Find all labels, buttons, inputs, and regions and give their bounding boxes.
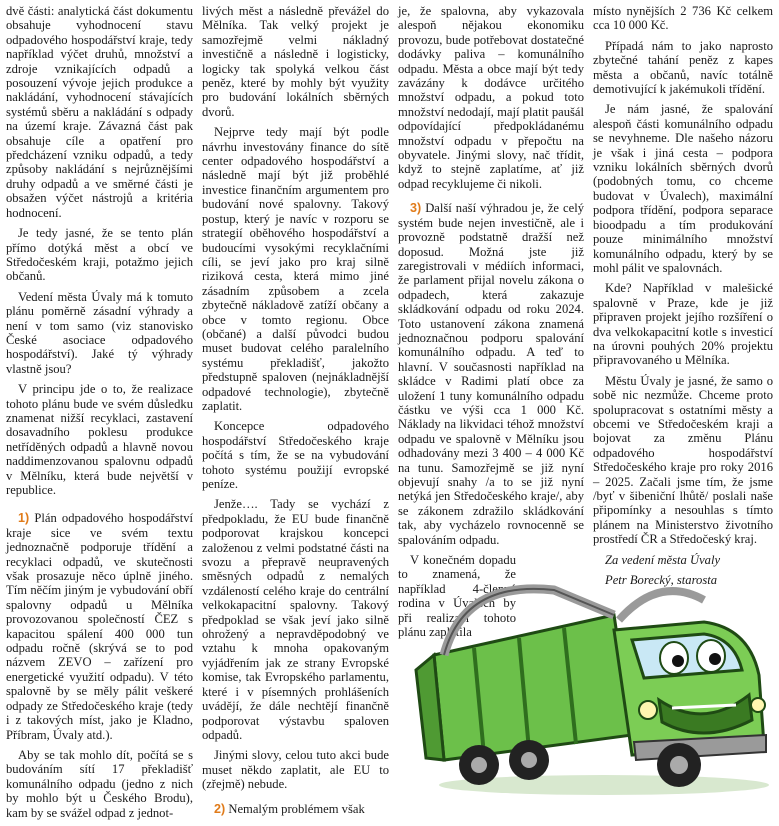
paragraph: Aby se tak mohlo dít, počítá se s budováním sítí 17 překladišť komunálního odpadu (jedno z nich by mohlo být u Českého Brodu), kam by se svážel odpad z jednot- <box>6 747 193 820</box>
paragraph: V konečném dopadu to znamená, že například 4-členná rodina v Úvalech by při realizaci tohoto plánu zaplatila <box>398 553 516 640</box>
column-1 <box>6 4 193 826</box>
garbage-truck-illustration <box>404 560 777 800</box>
item-3-number: 3) <box>410 201 422 216</box>
item-1-paragraph <box>6 511 193 742</box>
paragraph: Jinými slovy, celou tuto akci bude muset někdo zaplatit, ale EU to (zřejmě) nebude. <box>202 748 389 792</box>
item-3-text: Další naší výhradou je, že celý systém bude nejen investičně, ale i provozně podstatně dražší než doposud. Možná jste již zaregistrovali v médiích informaci, že parlament přijal novelu zákona o odpadech, která zakazuje skládkování odpadu od roku 2024. Toto ustanovení zákona znamená jednoznačnou podporu spalování komunálního odpadu. A teď to hlavní. V současnosti například na skládce v Radimi platí obce za uložení 1 tuny komunálního odpadu částku ve výši cca 1 000 Kč. Náklady na likvidaci téhož množství odpadu ve spalovně v Mělníku jsou odhadovány mezi 3 400 – 4 000 Kč na tunu. Samozřejmě se již nyní objevují snahy /a to se již nyní netýká jen Středočeského kraje/, aby se zákonem zdražilo skládkování tak, aby vycházelo rovnocenně se spalováním odpadu. <box>398 201 584 547</box>
item-2-text: Nemalým problémem však <box>228 801 365 816</box>
item-1-text: Plán odpadového hospodářství kraje sice ve svém textu jednoznačně podporuje třídění a recyklaci odpadů, ve skutečnosti však prosazuje něco úplně jiného. Tím něčím jiným je vybudování obří spalovny odpadů u Mělníka provozovanou společností ČEZ s kapacitou spálení 400 000 tun odpadu ročně (skrývá se to pod názvem ZEVO – zařízení pro energetické využití odpadu). V této spalovně by se měly pálit veškeré odpady ze Středočeského kraje (tedy i z takových míst, jako je Kladno, Příbram, Úvaly atd.). <box>6 511 194 742</box>
signature-line-2: Petr Borecký, starosta <box>605 573 718 588</box>
paragraph: Kde? Například v malešické spalovně v Praze, kde je již připraven projekt jejího rozšíření o dva velkokapacitní kotle s investicí na úrovni pouhých 20% projektu připravovaného u Mělníka. <box>593 281 773 368</box>
paragraph: Případá nám to jako naprosto zbytečné tahání peněz z kapes města a občanů, navíc totálně demotivující k jakémukoli třídění. <box>593 38 773 97</box>
column-3 <box>398 4 584 645</box>
paragraph: Jenže…. Tady se vychází z předpokladu, že EU bude finančně podporovat krajskou koncepci založenou z velmi podstatné části na svozu a přepravě neupravených směsných odpadů z nemalých vzdáleností celého kraje do centrální velkokapacitní spalovny. Takový předpoklad se však jeví jako silně ohrožený a nepravděpodobný ve vztahu k mnoha opakovaným vyjádřením jak ze strany Evropské komise, tak Evropského parlamentu, které i v písemných prohlášeních uvádějí, že dále nechtějí finančně podporovat výstavbu spaloven odpadů. <box>202 497 389 742</box>
paragraph: místo nynějších 2 736 Kč celkem cca 10 000 Kč. <box>593 4 773 33</box>
paragraph: Nejprve tedy mají být podle návrhu investovány finance do sítě center odpadového hospodářství a následně mají být již proběhlé investice finančním argumentem pro budování nové spalovny. Takový postup, který je navíc v rozporu se strategií oběhového hospodářství a budoucími vysokými recyklačními cíli, se jeví jako pro kraj silně riziková cesta, která mimo jiné zásadním způsobem a zcela zbytečně nákladově zatíží občany a obce v tomto regionu. Obce (občané) a další původci budou muset budovat celého paralelního systému překladišť, jakožto předstupně spaloven (nejnákladnější odpadové technologie), zbytečně zaplatit. <box>202 125 389 413</box>
paragraph: Koncepce odpadového hospodářství Středočeského kraje počítá s tím, že se na vybudování tohoto systému použijí evropské peníze. <box>202 419 389 491</box>
paragraph: V principu jde o to, že realizace tohoto plánu bude ve svém důsledku znamenat nižší recyklaci, zastavení dosavadního poklesu produkce netříděných odpadů a hlavně novou naddimenzovanou spalovnu odpadů v Mělníku, která bude největší v republice. <box>6 382 193 497</box>
item-2-number: 2) <box>214 801 226 816</box>
item-3-paragraph <box>398 201 584 547</box>
signature-line-1: Za vedení města Úvaly <box>605 552 721 567</box>
paragraph: Je nám jasné, že spalování alespoň části komunálního odpadu se nevyhneme. Dle našeho názoru je však i jiná cesta – podpora vzniku lokálních sběrných dvorů (podobných tomu, co chceme budovat v Úvalech), maximální podpora třídění, podpora separace bioodpadu a tím produkování pouze minimálního množství komunálního odpadu, který by se mohl pálit ve spalovnách. <box>593 102 773 275</box>
paragraph: livých měst a následně převážel do Mělníka. Tak velký projekt je samozřejmě velmi nákladný investičně a následně i logisticky, logicky tak spolyká velkou část peněz, které by mohly být využity pro budování lokálních sběrných dvorů. <box>202 4 389 119</box>
paragraph: Vedení města Úvaly má k tomuto plánu poměrně zásadní výhrady a není v tom samo (viz stanovisko České asociace odpadového hospodářství). Jaké tý výhrady vlastně jsou? <box>6 289 193 376</box>
item-1-number: 1) <box>18 511 30 526</box>
column-4 <box>593 4 773 593</box>
paragraph: Městu Úvaly je jasné, že samo o sobě nic nezmůže. Chceme proto spolupracovat s ostatními městy a obcemi ve Středočeském kraji a bojovat za změnu Plánu odpadového hospodářství Středočeského kraje pro roky 2016 – 2025. Začali jsme tím, že jsme /byť v šibeniční lhůtě/ poslali naše připomínky a nesouhlas s tímto plánem na Ministerstvo životního prostředí ČR a Středočeský kraj. <box>593 373 773 547</box>
column-2 <box>202 4 389 822</box>
paragraph: Je tedy jasné, že se tento plán přímo dotýká měst a obcí ve Středočeském kraji, potažmo jejich občanů. <box>6 226 193 284</box>
paragraph: dvě části: analytická část dokumentu obsahuje vyhodnocení stavu odpadového hospodářství kraje, tedy například výčet druhů, množství a zdroje vznikajících odpadů a posouzení vývoje jejich produkce a nakládání, vyhodnocení stávajících systémů sběru a nakládání s odpady na území kraje. Závazná část pak obsahuje cíle a opatření pro předcházení vzniku odpadů, a tedy způsoby nakládání s nejrůznějšími druhy odpadů a ve směrné části je obsažen výčet nástrojů a kritéria hodnocení. <box>6 4 193 220</box>
paragraph: je, že spalovna, aby vykazovala alespoň nějakou ekonomiku provozu, bude potřebovat dostatečné dodávky paliva – komunálního odpadu. Města a obce mají být tedy zavázány k dodávce určitého množství odpadu, a pokud toto množství nedodají, mají platit paušál odpovídající předpokládanému množství odpadu v přepočtu na obyvatele. Jinými slovy, nač třídit, když to stejně zaplatíme, ať již odpad recyklujeme či nikoli. <box>398 4 584 191</box>
item-2-paragraph <box>202 802 389 816</box>
